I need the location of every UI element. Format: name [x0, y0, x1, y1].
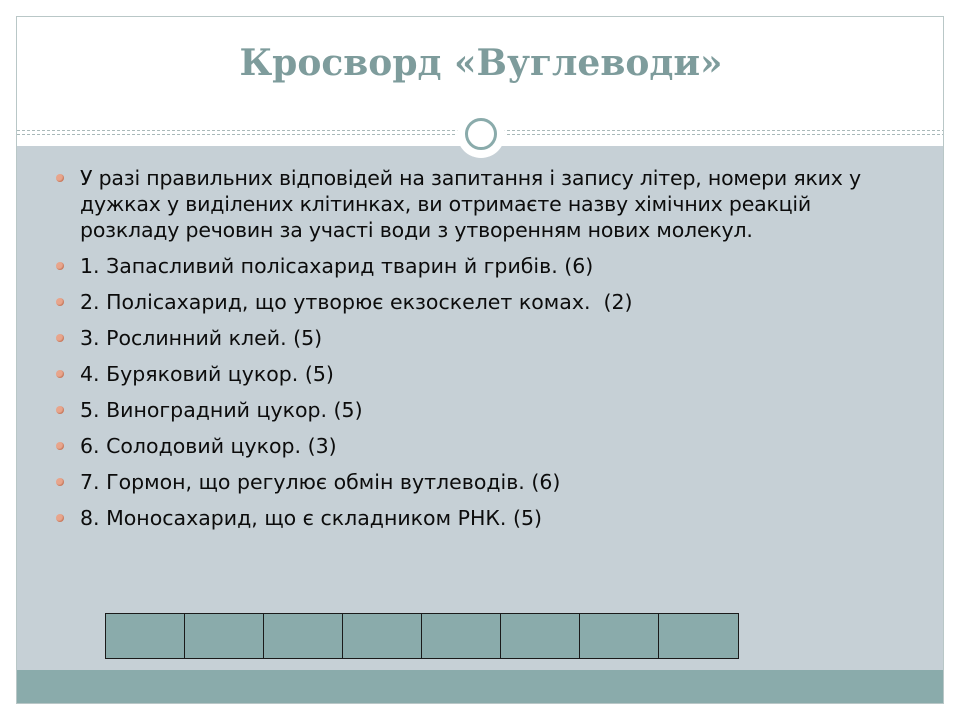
question-text: 6. Солодовий цукор. (3)	[80, 434, 337, 458]
question-text: 8. Моносахарид, що є складником РНК. (5)	[80, 506, 542, 530]
answer-cell[interactable]	[343, 614, 422, 658]
bullet-icon	[56, 370, 64, 378]
bullet-icon	[56, 406, 64, 414]
bullet-icon	[56, 174, 64, 182]
question-list	[55, 165, 915, 541]
question-text: 4. Буряковий цукор. (5)	[80, 362, 334, 386]
answer-cell[interactable]	[501, 614, 580, 658]
slide-frame	[16, 16, 944, 704]
list-item	[55, 165, 915, 243]
answer-cell[interactable]	[659, 614, 738, 658]
circle-ornament-inner	[465, 118, 497, 150]
bullet-icon	[56, 442, 64, 450]
question-text: 5. Виноградний цукор. (5)	[80, 398, 363, 422]
answer-cell[interactable]	[106, 614, 185, 658]
answer-cell[interactable]	[185, 614, 264, 658]
answer-cell[interactable]	[422, 614, 501, 658]
answer-grid	[105, 613, 739, 659]
content-area	[17, 146, 944, 670]
list-item	[55, 361, 915, 387]
bullet-icon	[56, 262, 64, 270]
question-text: 7. Гормон, що регулює обмін вутлеводів. (6)	[80, 470, 561, 494]
bullet-icon	[56, 334, 64, 342]
question-text: 3. Рослинний клей. (5)	[80, 326, 323, 350]
bottom-band	[17, 670, 944, 704]
list-item	[55, 397, 915, 423]
bullet-icon	[56, 478, 64, 486]
list-item	[55, 469, 915, 495]
bullet-icon	[56, 298, 64, 306]
list-item	[55, 253, 915, 279]
slide-title: Кросворд «Вуглеводи»	[239, 42, 723, 84]
answer-cell[interactable]	[264, 614, 343, 658]
circle-ornament-icon	[457, 110, 505, 158]
instructions-text: У разі правильних відповідей на запитання і запису літер, номери яких у дужках у виділених клітинках, ви отримаєте назву хімічних реакцій розкладу речовин за участі води з утворенням нових молекул.	[80, 166, 861, 242]
list-item	[55, 505, 915, 531]
bullet-icon	[56, 514, 64, 522]
answer-cell[interactable]	[580, 614, 659, 658]
question-text: 1. Запасливий полісахарид тварин й грибів. (6)	[80, 254, 594, 278]
question-text: 2. Полісахарид, що утворює екзоскелет комах. (2)	[80, 290, 633, 314]
list-item	[55, 433, 915, 459]
list-item	[55, 289, 915, 315]
list-item	[55, 325, 915, 351]
